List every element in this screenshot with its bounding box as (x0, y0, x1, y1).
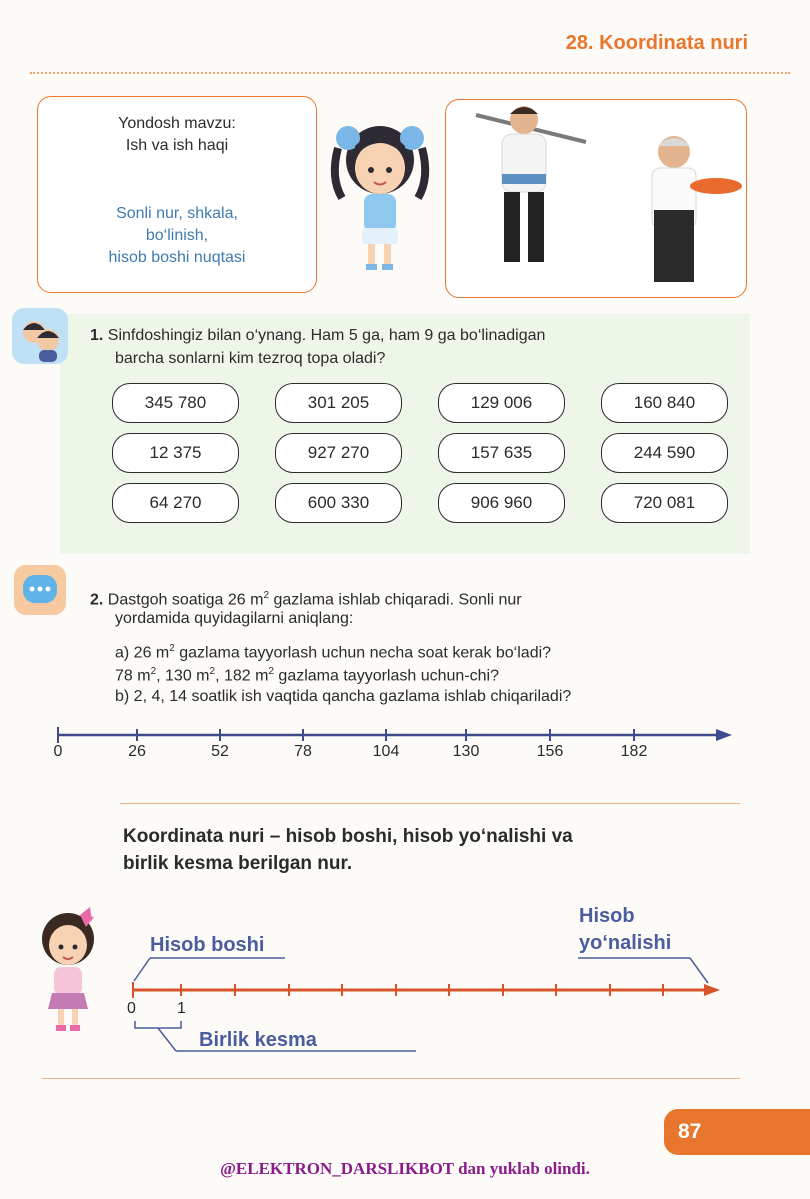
girl-illustration-2 (28, 905, 108, 1035)
keyword-line-2: bo‘linish, (145, 227, 209, 244)
number-pill: 244 590 (601, 433, 728, 473)
discussion-icon (14, 565, 66, 615)
scale-label: 156 (536, 743, 564, 760)
task2-line1-part: Dastgoh soatiga 26 m (107, 591, 264, 609)
text-part: , 182 m (215, 667, 269, 685)
pair-work-icon (12, 308, 68, 364)
task2-line1-part: gazlama ishlab chiqaradi. Sonli nur (269, 591, 522, 609)
number-pill: 927 270 (275, 433, 402, 473)
origin-label: Hisob boshi (150, 934, 265, 956)
divider (120, 803, 740, 804)
number-pill: 301 205 (275, 383, 402, 423)
text-part: a) 26 m (115, 644, 170, 662)
tick-label-1: 1 (177, 1000, 186, 1017)
text-part: gazlama tayyorlash uchun necha soat kerak bo‘ladi? (174, 644, 552, 662)
superscript: 2 (150, 666, 157, 677)
definition-text (123, 823, 723, 877)
text-part: , 130 m (156, 667, 210, 685)
number-pill: 160 840 (601, 383, 728, 423)
related-topic-box (37, 96, 317, 293)
number-pill: 129 006 (438, 383, 565, 423)
number-pill: 157 635 (438, 433, 565, 473)
superscript: 2 (268, 666, 274, 677)
scale-label: 0 (53, 743, 63, 760)
text-part: 78 m (115, 667, 151, 685)
number-pill: 64 270 (112, 483, 239, 523)
number-pill: 600 330 (275, 483, 402, 523)
scale-label: 182 (620, 743, 648, 760)
scale-label: 130 (452, 743, 480, 760)
scale-label: 104 (372, 743, 400, 760)
keyword-line-3: hisob boshi nuqtasi (108, 249, 246, 266)
direction-label-line1: Hisob (579, 905, 635, 927)
related-topic-heading: Yondosh mavzu: (118, 115, 236, 132)
girl-illustration (322, 108, 437, 278)
superscript: 2 (169, 643, 175, 654)
unit-segment-label: Birlik kesma (199, 1029, 317, 1051)
keyword-line-1: Sonli nur, shkala, (116, 205, 238, 222)
number-pill: 720 081 (601, 483, 728, 523)
bottom-divider (42, 1078, 740, 1079)
direction-label-line2: yo‘nalishi (579, 932, 672, 954)
definition-line1: Koordinata nuri – hisob boshi, hisob yo‘nalishi va (123, 826, 573, 847)
tick-label-0: 0 (127, 1000, 136, 1017)
section-title: 28. Koordinata nuri (565, 32, 748, 54)
task1-text (90, 325, 545, 347)
workers-illustration (446, 100, 746, 297)
footer-credit: @ELEKTRON_DARSLIKBOT dan yuklab olindi. (220, 1159, 590, 1178)
workers-picture-box (445, 99, 747, 298)
task1-number: 1. (90, 327, 104, 344)
related-topic-name: Ish va ish haqi (125, 137, 229, 154)
definition-line2: birlik kesma berilgan nur. (123, 853, 353, 874)
scale-label: 52 (211, 743, 229, 760)
superscript: 2 (263, 590, 270, 601)
dotted-divider (30, 72, 790, 74)
task1-line2: barcha sonlarni kim tezroq topa oladi? (115, 350, 386, 367)
task1-line1: Sinfdoshingiz bilan o‘ynang. Ham 5 ga, ham 9 ga bo‘linadigan (107, 327, 546, 344)
task2-line2: yordamida quyidagilarni aniqlang: (115, 610, 354, 627)
number-pill: 345 780 (112, 383, 239, 423)
task2-question-b: b) 2, 4, 14 soatlik ish vaqtida qancha gazlama ishlab chiqariladi? (115, 688, 572, 705)
scale-label: 26 (128, 743, 146, 760)
task2-number: 2. (90, 591, 104, 609)
number-pill: 906 960 (438, 483, 565, 523)
text-part: gazlama tayyorlash uchun-chi? (273, 667, 499, 685)
task2-question-a2 (115, 661, 499, 687)
page-number: 87 (664, 1109, 810, 1155)
number-pill: 12 375 (112, 433, 239, 473)
scale-label: 78 (294, 743, 312, 760)
superscript: 2 (209, 666, 216, 677)
